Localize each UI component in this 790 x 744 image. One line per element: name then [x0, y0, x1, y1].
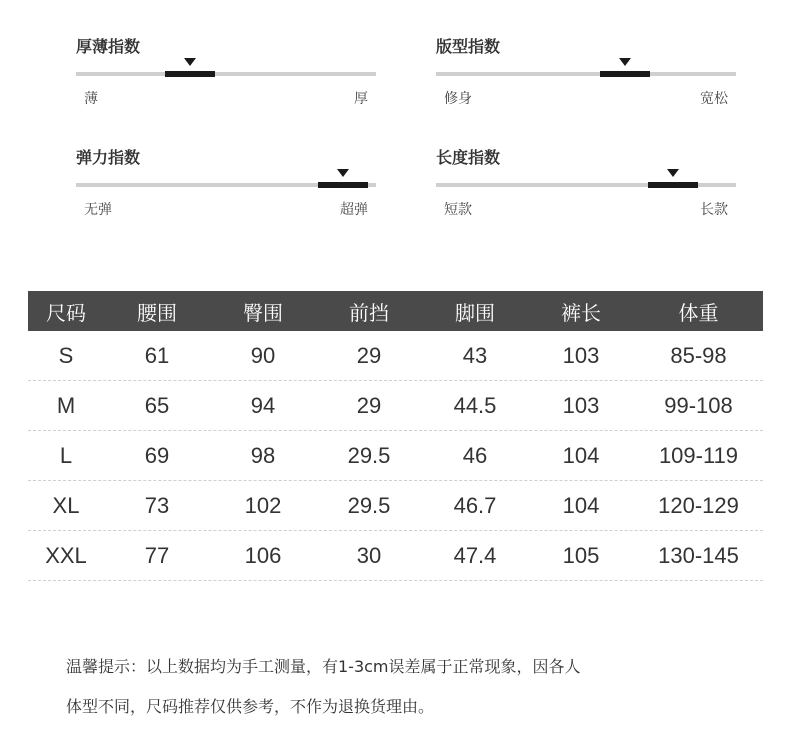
header-leg-opening: 脚围 [455, 300, 495, 325]
cell-waist: 65 [144, 392, 170, 418]
cell-hip: 98 [250, 442, 276, 468]
notice-line-1: 温馨提示：以上数据均为手工测量，有1-3cm误差属于正常现象，因各人 [66, 657, 581, 676]
length-min-label: 短款 [444, 202, 472, 218]
fit-level-bar [600, 71, 650, 77]
header-weight: 体重 [678, 300, 719, 325]
fit-index-title: 版型指数 [436, 37, 501, 56]
table-row [28, 431, 763, 481]
thickness-index-title: 厚薄指数 [76, 37, 141, 56]
thickness-track [76, 72, 376, 76]
cell-leg-opening: 43 [462, 342, 488, 368]
length-max-label: 长款 [700, 202, 728, 218]
size-chart-table [28, 291, 763, 581]
cell-hip: 94 [250, 392, 276, 418]
length-pointer-icon [667, 169, 679, 177]
header-size: 尺码 [46, 300, 86, 325]
elasticity-pointer-icon [337, 169, 349, 177]
notice-line-2: 体型不同，尺码推荐仅供参考，不作为退换货理由。 [66, 697, 435, 716]
header-pants-length: 裤长 [561, 300, 601, 325]
elasticity-index [76, 145, 376, 235]
elasticity-min-label: 无弹 [84, 202, 112, 218]
elasticity-index-title: 弹力指数 [76, 148, 141, 167]
fit-index [436, 34, 736, 124]
elasticity-level-bar [318, 182, 368, 188]
length-level-bar [648, 182, 698, 188]
cell-waist: 77 [144, 542, 170, 568]
table-row [28, 531, 763, 581]
cell-leg-opening: 47.4 [453, 542, 497, 568]
cell-waist: 73 [144, 492, 170, 518]
thickness-max-label: 厚 [354, 91, 368, 107]
cell-pants-length: 104 [562, 442, 600, 468]
size-table-header [28, 291, 763, 331]
thickness-pointer-icon [184, 58, 196, 66]
table-row [28, 331, 763, 381]
cell-pants-length: 103 [562, 392, 600, 418]
cell-weight: 99-108 [664, 392, 733, 418]
cell-size: S [58, 342, 74, 368]
cell-waist: 61 [144, 342, 170, 368]
elasticity-max-label: 超弹 [340, 202, 368, 218]
table-row [28, 481, 763, 531]
cell-weight: 130-145 [658, 542, 739, 568]
thickness-index [76, 34, 376, 124]
cell-weight: 85-98 [670, 342, 727, 368]
thickness-min-label: 薄 [84, 91, 98, 107]
cell-leg-opening: 44.5 [453, 392, 497, 418]
cell-front-rise: 29 [356, 342, 382, 368]
cell-pants-length: 103 [562, 342, 600, 368]
header-waist: 腰围 [137, 300, 177, 325]
cell-waist: 69 [144, 442, 170, 468]
cell-weight: 120-129 [658, 492, 739, 518]
header-hip: 臀围 [243, 300, 283, 325]
cell-front-rise: 29 [356, 392, 382, 418]
cell-size: XXL [45, 542, 87, 568]
header-front-rise: 前挡 [349, 300, 389, 325]
cell-front-rise: 29.5 [347, 442, 391, 468]
cell-hip: 90 [250, 342, 276, 368]
cell-hip: 102 [244, 492, 282, 518]
cell-size: M [56, 392, 76, 418]
cell-hip: 106 [244, 542, 282, 568]
cell-pants-length: 104 [562, 492, 600, 518]
length-index-title: 长度指数 [436, 148, 501, 167]
cell-size: XL [52, 492, 80, 518]
cell-leg-opening: 46.7 [453, 492, 497, 518]
fit-track [436, 72, 736, 76]
cell-front-rise: 29.5 [347, 492, 391, 518]
cell-size: L [59, 442, 73, 468]
cell-pants-length: 105 [562, 542, 600, 568]
fit-max-label: 宽松 [700, 91, 728, 107]
thickness-level-bar [165, 71, 215, 77]
table-row [28, 381, 763, 431]
length-index [436, 145, 736, 235]
fit-pointer-icon [619, 58, 631, 66]
cell-front-rise: 30 [356, 542, 382, 568]
fit-min-label: 修身 [444, 91, 472, 107]
cell-weight: 109-119 [658, 442, 739, 468]
cell-leg-opening: 46 [462, 442, 488, 468]
